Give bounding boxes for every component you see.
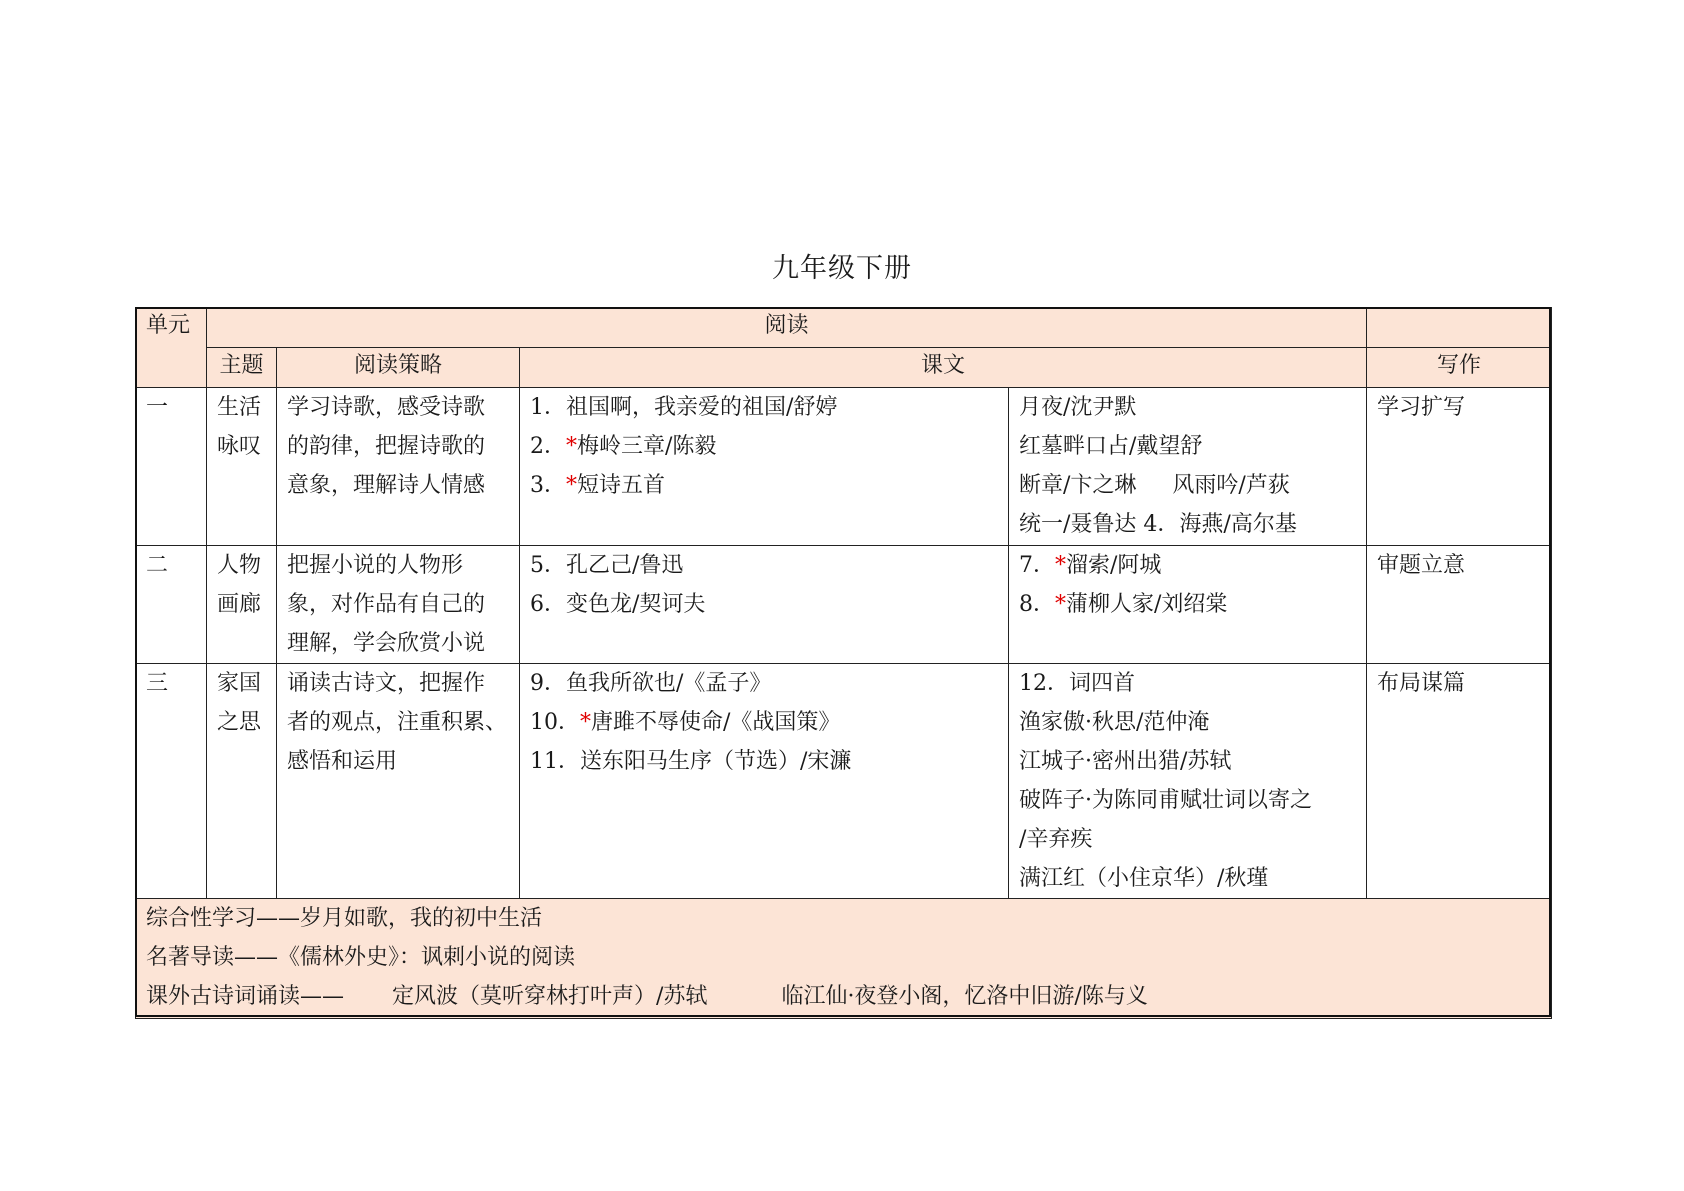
main-texts <box>520 664 1009 899</box>
text-item: 9．鱼我所欲也/《孟子》 <box>530 671 772 696</box>
page-title: 九年级下册 <box>772 253 912 284</box>
text-item: 2．*梅岭三章/陈毅 <box>530 434 717 459</box>
texts-header: 课文 <box>520 348 1367 388</box>
text-item: 10．*唐雎不辱使命/《战国策》 <box>530 710 841 735</box>
text-item: 5．孔乙己/鲁迅 <box>530 553 684 578</box>
reading-strategy: 诵读古诗文，把握作 者的观点，注重积累、 感悟和运用 <box>277 664 520 899</box>
main-texts <box>520 388 1009 546</box>
footer-cell <box>136 899 1552 1019</box>
reading-strategy: 把握小说的人物形 象，对作品有自己的 理解，学会欣赏小说 <box>277 546 520 664</box>
footer-row <box>136 899 1552 1019</box>
unit-number: 二 <box>136 546 207 664</box>
text-item: 3．*短诗五首 <box>530 473 666 498</box>
text-item: 11．送东阳马生序（节选）/宋濂 <box>530 749 852 774</box>
writing-header: 写作 <box>1367 348 1552 388</box>
text-item: 红墓畔口占/戴望舒 <box>1019 434 1203 459</box>
classic-reading-guide: 名著导读——《儒林外史》：讽刺小说的阅读 <box>146 945 576 970</box>
extra-texts <box>1009 388 1367 546</box>
theme-header: 主题 <box>207 348 277 388</box>
unit-number: 三 <box>136 664 207 899</box>
header-row-1 <box>136 308 1552 348</box>
writing-header-blank <box>1367 308 1552 348</box>
text-item: 破阵子·为陈同甫赋壮词以寄之 <box>1019 788 1312 813</box>
text-item: 渔家傲·秋思/范仲淹 <box>1019 710 1210 735</box>
unit-header: 单元 <box>136 308 207 388</box>
strategy-header: 阅读策略 <box>277 348 520 388</box>
header-row-2 <box>136 348 1552 388</box>
text-item: 断章/卞之琳 风雨吟/芦荻 <box>1019 473 1290 498</box>
main-texts <box>520 546 1009 664</box>
text-item: 1．祖国啊，我亲爱的祖国/舒婷 <box>530 395 838 420</box>
text-item: 江城子·密州出猎/苏轼 <box>1019 749 1232 774</box>
unit-theme: 家国 之思 <box>207 664 277 899</box>
writing-topic: 审题立意 <box>1367 546 1552 664</box>
unit-theme: 生活 咏叹 <box>207 388 277 546</box>
text-item: 8．*蒲柳人家/刘绍棠 <box>1019 592 1228 617</box>
text-item: 满江红（小住京华）/秋瑾 <box>1019 866 1269 891</box>
unit-theme: 人物 画廊 <box>207 546 277 664</box>
writing-topic: 布局谋篇 <box>1367 664 1552 899</box>
syllabus-table <box>135 307 1552 1019</box>
comprehensive-learning: 综合性学习——岁月如歌，我的初中生活 <box>146 906 543 931</box>
unit-row <box>136 388 1552 546</box>
extra-texts <box>1009 664 1367 899</box>
unit-number: 一 <box>136 388 207 546</box>
text-item: 月夜/沈尹默 <box>1019 395 1137 420</box>
writing-topic: 学习扩写 <box>1367 388 1552 546</box>
text-item: 统一/聂鲁达 4．海燕/高尔基 <box>1019 512 1297 537</box>
text-item: 6．变色龙/契诃夫 <box>530 592 706 617</box>
text-item: /辛弃疾 <box>1019 827 1093 852</box>
unit-row <box>136 546 1552 664</box>
reading-strategy: 学习诗歌，感受诗歌 的韵律，把握诗歌的 意象，理解诗人情感 <box>277 388 520 546</box>
unit-row <box>136 664 1552 899</box>
text-item: 12．词四首 <box>1019 671 1135 696</box>
reading-header: 阅读 <box>207 308 1367 348</box>
text-item: 7．*溜索/阿城 <box>1019 553 1162 578</box>
extra-poems: 课外古诗词诵读—— 定风波（莫听穿林打叶声）/苏轼 临江仙·夜登小阁，忆洛中旧游/陈与义 <box>146 984 1148 1009</box>
extra-texts <box>1009 546 1367 664</box>
